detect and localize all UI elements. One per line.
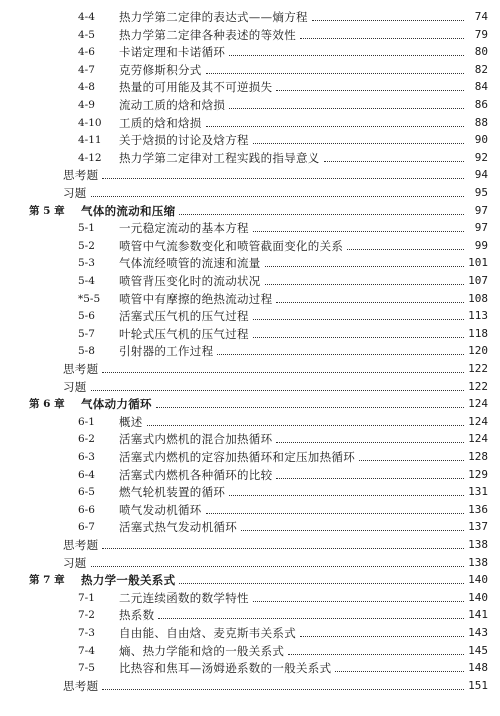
entry-title: 喷气发动机循环 — [119, 502, 202, 517]
entry-title: 思考题 — [63, 538, 99, 552]
page-number: 94 — [474, 168, 488, 182]
page-number: 74 — [474, 10, 488, 23]
page-number: 122 — [468, 362, 488, 375]
entry-title: 思考题 — [63, 678, 99, 693]
entry-title: 思考题 — [63, 168, 99, 183]
entry-title: 引射器的工作过程 — [119, 344, 214, 359]
exercise-entry — [63, 673, 488, 693]
page-number: 124 — [468, 432, 488, 446]
entry-number: 4-4 — [78, 11, 95, 23]
page-number: 143 — [468, 626, 488, 639]
entry-number: 7-5 — [78, 662, 95, 675]
page-number: 124 — [468, 414, 488, 428]
entry-title: 热量的可用能及其不可逆损失 — [119, 80, 273, 95]
entry-number: 5-7 — [78, 327, 95, 340]
page-number: 138 — [468, 538, 488, 551]
entry-number: 5-3 — [78, 257, 95, 270]
page-number: 86 — [474, 98, 488, 111]
entry-title: 气体流经喷管的流速和流量 — [119, 256, 261, 271]
entry-number: 4-12 — [78, 151, 102, 164]
page-number: 131 — [468, 485, 488, 499]
page-number: 148 — [468, 661, 488, 675]
entry-title: 思考题 — [63, 362, 99, 376]
entry-title: 卡诺定理和卡诺循环 — [119, 45, 226, 60]
entry-title: 二元连续函数的数学特性 — [119, 590, 249, 605]
page-number: 80 — [474, 45, 488, 59]
page-number: 79 — [474, 27, 488, 41]
entry-number: 4-7 — [78, 63, 95, 76]
page-number: 138 — [468, 555, 488, 569]
entry-title: 叶轮式压气机的压气过程 — [119, 326, 249, 341]
entry-title: 活塞式热气发动机循环 — [119, 520, 237, 535]
page-number: 137 — [468, 520, 488, 534]
entry-number: 4-10 — [78, 116, 102, 129]
entry-title: 克劳修斯积分式 — [119, 62, 202, 77]
page-number: 141 — [468, 608, 488, 622]
entry-number: 4-11 — [78, 134, 102, 147]
entry-number: 第 6 章 — [29, 398, 65, 411]
entry-title: 活塞式内燃机各种循环的比较 — [119, 467, 273, 482]
entry-number: 6-2 — [78, 433, 95, 446]
page-number: 82 — [474, 62, 488, 76]
entry-title: 气体的流动和压缩 — [81, 203, 176, 218]
entry-title: 比热容和焦耳—汤姆逊系数的一般关系式 — [119, 661, 332, 676]
entry-number: 第 5 章 — [29, 204, 65, 217]
entry-title: 活塞式内燃机的混合加热循环 — [119, 432, 273, 447]
entry-title: 喷管背压变化时的流动状况 — [119, 274, 261, 288]
entry-title: 热力学第二定律的表达式——熵方程 — [119, 10, 308, 24]
entry-number: 第 7 章 — [29, 574, 65, 587]
entry-title: 热力学第二定律对工程实践的指导意义 — [119, 150, 320, 165]
page-number: 140 — [468, 590, 488, 604]
entry-title: 活塞式压气机的压气过程 — [119, 309, 249, 324]
entry-number: 4-5 — [78, 28, 95, 41]
entry-number: 5-4 — [78, 275, 95, 287]
page-number: 90 — [474, 133, 488, 147]
page-number: 107 — [468, 274, 488, 287]
entry-title: 习题 — [63, 186, 87, 200]
entry-number: *5-5 — [78, 292, 101, 305]
page-number: 128 — [468, 450, 488, 463]
entry-number: 7-4 — [78, 644, 95, 657]
page-number: 97 — [474, 203, 488, 217]
page-number: 99 — [474, 238, 488, 252]
page-number: 129 — [468, 467, 488, 481]
page-number: 145 — [468, 643, 488, 657]
entry-number: 7-3 — [78, 627, 95, 639]
entry-title: 热系数 — [119, 608, 155, 623]
entry-title: 熵、热力学能和焓的一般关系式 — [119, 643, 285, 658]
entry-title: 习题 — [63, 555, 87, 570]
entry-number: 4-9 — [78, 99, 95, 111]
entry-title: 喷管中有摩擦的绝热流动过程 — [119, 291, 273, 306]
page-number: 92 — [474, 150, 488, 164]
entry-title: 习题 — [63, 379, 87, 394]
entry-title: 燃气轮机装置的循环 — [119, 485, 226, 500]
page-number: 101 — [468, 256, 488, 270]
entry-number: 4-6 — [78, 46, 95, 59]
page-number: 136 — [468, 502, 488, 516]
entry-number: 7-2 — [78, 609, 95, 622]
entry-number: 5-2 — [78, 239, 95, 252]
entry-title: 流动工质的焓和焓损 — [119, 98, 226, 112]
entry-title: 活塞式内燃机的定容加热循环和定压加热循环 — [119, 450, 355, 464]
page-number: 124 — [468, 397, 488, 411]
entry-number: 7-1 — [78, 591, 95, 604]
entry-number: 6-6 — [78, 503, 95, 516]
entry-title: 喷管中气流参数变化和喷管截面变化的关系 — [119, 238, 344, 253]
entry-number: 5-8 — [78, 345, 95, 358]
entry-number: 6-3 — [78, 451, 95, 463]
entry-number: 4-8 — [78, 81, 95, 94]
page-number: 118 — [468, 326, 488, 340]
entry-number: 6-5 — [78, 486, 95, 499]
entry-title: 气体动力循环 — [81, 397, 152, 412]
page-number: 122 — [468, 379, 488, 393]
entry-number: 5-1 — [78, 222, 95, 235]
page-number: 151 — [468, 678, 488, 692]
entry-number: 6-4 — [78, 468, 95, 481]
entry-title: 一元稳定流动的基本方程 — [119, 221, 249, 236]
entry-title: 自由能、自由焓、麦克斯韦关系式 — [119, 626, 296, 640]
page-number: 84 — [474, 80, 488, 94]
dot-leader — [102, 689, 464, 690]
entry-number: 5-6 — [78, 310, 95, 323]
entry-number: 6-7 — [78, 521, 95, 534]
entry-title: 关于焓损的讨论及焓方程 — [119, 133, 249, 148]
page-number: 95 — [474, 186, 488, 199]
page-number: 108 — [468, 291, 488, 305]
entry-title: 热力学一般关系式 — [81, 573, 176, 588]
page-number: 113 — [468, 309, 488, 323]
page-number: 140 — [468, 573, 488, 587]
page-number: 97 — [474, 221, 488, 235]
entry-title: 概述 — [119, 414, 143, 429]
entry-title: 工质的焓和焓损 — [119, 115, 202, 130]
page-number: 88 — [474, 115, 488, 129]
entry-title: 热力学第二定律各种表述的等效性 — [119, 27, 296, 42]
entry-number: 6-1 — [78, 415, 95, 428]
page-number: 120 — [468, 344, 488, 358]
